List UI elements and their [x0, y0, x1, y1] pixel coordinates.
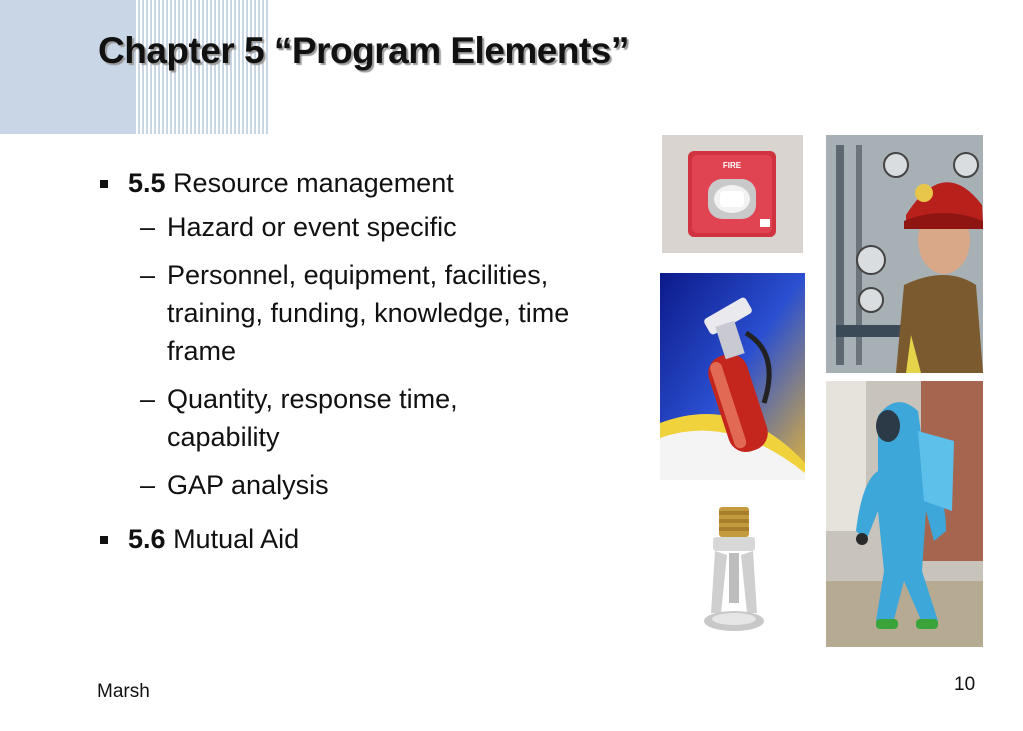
sub-bullet-item: [100, 208, 570, 246]
dash-bullet-icon: –: [140, 212, 156, 242]
sub-bullet-item: [100, 380, 570, 456]
square-bullet-icon: [100, 536, 108, 544]
svg-text:FIRE: FIRE: [722, 161, 742, 170]
square-bullet-icon: [100, 180, 108, 188]
hazmat-suit-photo: [826, 381, 983, 647]
bullet-text: Resource management: [173, 168, 454, 198]
dash-bullet-icon: –: [140, 260, 156, 290]
page-number: 10: [954, 674, 976, 695]
sub-bullet-text: Personnel, equipment, facilities, training, funding, knowledge, time frame: [167, 260, 570, 366]
bullet-text: Mutual Aid: [173, 524, 300, 554]
fire-extinguisher-photo: [660, 273, 805, 480]
slide-title: Chapter 5 “Program Elements”: [98, 30, 629, 71]
fire-alarm-photo: [662, 135, 803, 253]
firefighter-photo: [826, 135, 983, 373]
bullet-item-5-6: [100, 520, 570, 558]
dash-bullet-icon: –: [140, 470, 156, 500]
section-number: 5.6: [128, 524, 166, 554]
dash-bullet-icon: –: [140, 384, 156, 414]
bullet-item-5-5: [100, 164, 570, 202]
sub-bullet-text: Quantity, response time, capability: [167, 384, 458, 452]
footer-author: Marsh: [97, 681, 150, 702]
section-number: 5.5: [128, 168, 166, 198]
sprinkler-head-photo: [697, 503, 771, 643]
sub-bullet-text: Hazard or event specific: [167, 212, 457, 242]
sub-bullet-text: GAP analysis: [167, 470, 329, 500]
slide-body: [100, 164, 570, 564]
sub-bullet-item: [100, 256, 570, 370]
sub-bullet-item: [100, 466, 570, 504]
